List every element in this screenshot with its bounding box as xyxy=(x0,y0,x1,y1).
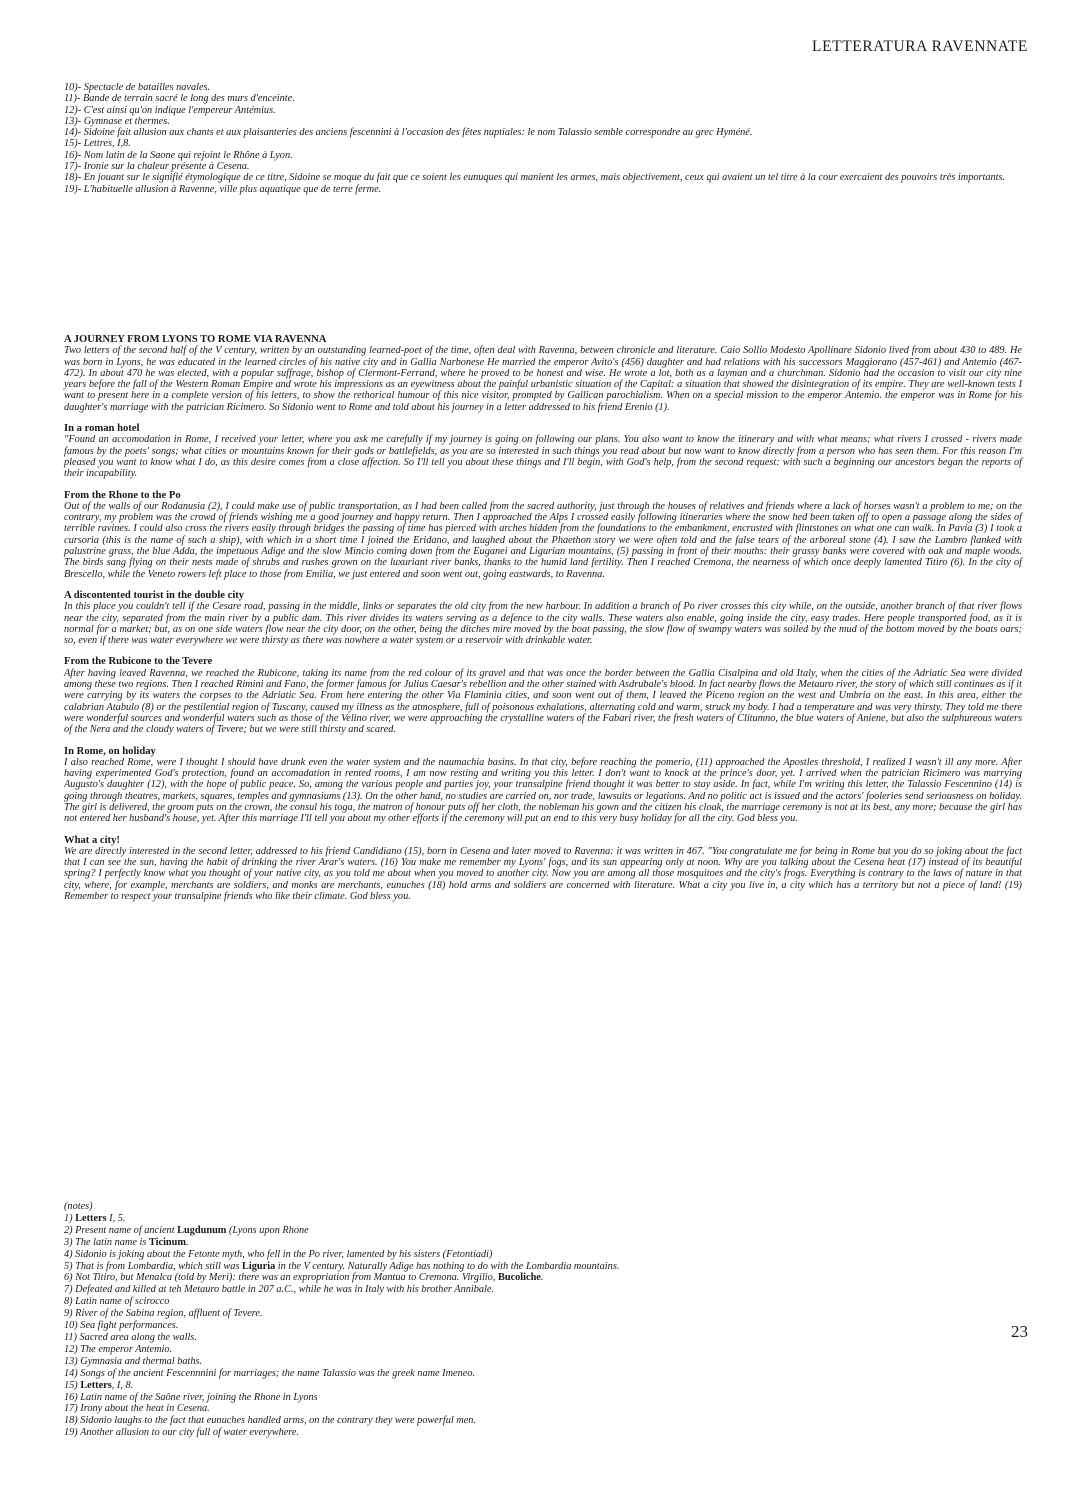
section-text: After having leaved Ravenna, we reached the Rubicone, taking its name from the red colour of its gravel and that was once the border between the Gallia Cisalpina and old Italy, when the cities of the Adriatic Sea were divided among these two regions. Then I reached Rimini and Fano, the former famous for Julius Caesar's rebellion and the other stained with Asdrubale's blood. In fact nearby flows the Metauro river, the story of which still continues as if it were carrying by its waters the corpses to the Adriatic Sea. From here entering the other Via Flaminia cities, and soon went out of them, I leaved the Piceno region on the west and Umbria on the east. In this area, either the calabrian Atabulo (8) or the pestilential region of Tuscany, caused my illness as the atmosphere, full of poisonous exhalations, alternating cold and warm, struck my body. I had a temperature and was very thirsty. They told me there were wonderful sources and wonderful waters such as those of the Velino river, we were approaching the crystalline waters of the Fabari river, the fresh waters of Clitumno, the blue waters of Aniene, but also the sulphureous waters of the Nera and the cloudy waters of Tevere; but we were still thirsty and scared. xyxy=(64,667,1022,736)
note-item: 16)- Nom latin de la Saone qui rejoint le Rhône à Lyon. xyxy=(64,149,293,161)
note-item: 5) That is from Lombardia, which still was Liguria in the V century. Naturally Adige has nothing to do with the Lombardia mountains. xyxy=(64,1260,620,1272)
note-item: 16) Latin name of the Saône river, joining the Rhone in Lyons xyxy=(64,1391,318,1403)
french-notes xyxy=(64,82,1022,195)
note-item: 13)- Gymnase et thermes. xyxy=(64,115,170,127)
note-item: 13) Gymnasia and thermal baths. xyxy=(64,1355,203,1367)
running-header: LETTERATURA RAVENNATE xyxy=(812,38,1028,55)
note-item: 11) Sacred area along the walls. xyxy=(64,1331,197,1343)
note-item: 4) Sidonio is joking about the Fetonte myth, who fell in the Po river, lamented by his sisters (Fetontiadi) xyxy=(64,1248,493,1260)
note-item: 11)- Bande de terrain sacré le long des murs d'enceinte. xyxy=(64,93,295,105)
section-text: Out of the walls of our Rodanusia (2), I could make use of public transportation, as I had been called from the sacred authority, just through the houses of relatives and friends where a lack of horses wasn't a problem to me; on the contrary, my problem was the crowd of friends wishing me a good journey and happy return. Then I approached the Alps I crossed easily following itineraries where the snow hed been taken off to open a passage along the sides of terrible ravines. I could also cross the rivers easily through bridges the passing of time has pierced with arches hidden from the foundations to the embankment, encrusted with flintstones on what one can walk. In Pavia (3) I took a cursoria (this is the name of such a ship), with which in a short time I joined the Eridano, and laughed about the Phaethon story we were often told and the false tears of the arboreal stone (4). I saw the Lambro flanked with palustrine grass, the blue Adda, the impetuous Adige and the slow Mincio coming down from the Euganei and Ligurian mountains, (5) passing in front of their mouths: their grassy banks were covered with oak and maple woods. The birds sang flying on their nests made of shrubs and rushes grown on the luxuriant river banks, thanks to the humid land fertility. Then I reached Cremona, the nearness of which once deeply lamented Titiro (6). In the city of Brescello, while the Veneto rowers left place to those from Emilia, we just entered and soon went out, going eastwards, to Ravenna. xyxy=(64,500,1022,580)
note-item: 15)- Lettres, I,8. xyxy=(64,138,131,150)
note-item: 6) Not Titiro, but Menalca (told by Meri): there was an expropriation from Mantua to Cremona. Virgilio, Bucoliche. xyxy=(64,1272,544,1284)
note-item: 14) Songs of the ancient Fescennnini for marriages; the name Talassio was the greek name Imeneo. xyxy=(64,1367,476,1379)
section-heading: In Rome, on holiday xyxy=(64,745,156,757)
note-item: 1) Letters I, 5. xyxy=(64,1212,126,1224)
note-item: 9) River of the Sabina region, affluent of Tevere. xyxy=(64,1308,263,1320)
article-title: A JOURNEY FROM LYONS TO ROME VIA RAVENNA xyxy=(64,334,327,345)
note-item: 17)- Ironie sur la chaleur présente à Cesena. xyxy=(64,161,250,173)
note-item: 8) Latin name of scirocco xyxy=(64,1296,170,1308)
section-text: We are directly interested in the second letter, addressed to his friend Candidiano (15), born in Cesena and later moved to Ravenna: it was written in 467. "You congratulate me for being in Rome but you do so joking about the fact that I can see the sun, having the habit of drinking the river Arar's waters. (16) You make me remember my Lyons' fogs, and its sun appearing only at noon. Why are you talking about the Cesena heat (17) instead of its beautiful spring? I perfectly know what you thought of your native city, as you told me about when you moved to another city. Now you are among all those mosquitoes and the city's frogs. Everything is contrary to the laws of nature in that city, where, for example, merchants are soldiers, and monks are merchants, eunuches (18) hold arms and soldiers are concerned with literature. What a city you live in, a city which has a territory but not a piece of land! (19) Remember to respect your transalpine friends who like their climate. God bless you. xyxy=(64,845,1022,903)
section-heading: From the Rubicone to the Tevere xyxy=(64,656,213,668)
note-item: 10) Sea fight performances. xyxy=(64,1320,179,1332)
section-heading: What a city! xyxy=(64,834,120,846)
note-item: 14)- Sidoine fait allusion aux chants et aux plaisanteries des anciens fescennini à l'occasion des fêtes nuptiales: le nom Talassio semble correspondre au grec Hyméné. xyxy=(64,127,753,139)
note-item: 10)- Spectacle de batailles navales. xyxy=(64,82,211,93)
section-text: In this place you couldn't tell if the Cesare road, passing in the middle, links or separates the old city from the new harbour. In addition a branch of Po river crosses this city while, on the outside, another branch of that river flows near the city, separated from the main river by a public dam. This river divides its waters serving as a defence to the city walls. These waters also enable, going inside the city, easy trades. Here people transported food, as it is normal for a market; but, as on one side waters flow near the city door, on the other, being the ditches mire moved by the boat passing, the slow flow of swampy waters was soiled by the mud of the bottom moved by the boats oars; so, even if there was water everywhere we were thirsty as there was nowhere a water system or a reservoir with drinkable water. xyxy=(64,601,1022,647)
page-number: 23 xyxy=(1011,1322,1028,1341)
note-item: 12) The emperor Antemio. xyxy=(64,1343,173,1355)
section-text: I also reached Rome, were I thought I should have drunk even the water system and the naumachia basins. In that city, before reaching the pomerio, (11) approached the Apostles threshold, I realized I wasn't ill any more. After having experimented God's protection, found an accomadation in rented rooms, I am now resting and writing you this letter. I don't want to knock at the prince's door, yet. I arrived when the patrician Ricimero was marrying Augusto's daughter (12), with the hope of public peace. So, among the various people and parties joy, your transalpine friend thought it was better to stay aside. In fact, while I'm writing this letter, the Talassio Fescennino (14) is going through theatres, markets, squares, temples and gymnasiums (13). On the other hand, no studies are carried on, nor trade, lawsuits or legations. And no politic act is issued and the actors' fooleries send seriousness on holiday. The girl is delivered, the groom puts on the crown, the consul his toga, the matron of honour puts off her cloth, the nobleman his gown and the citizen his cloak, the marriage ceremony is not at its best, any more; because the girl has not entered her husband's house, yet. After this marriage I'll tell you about my other efforts if the ceremony will put an end to this very busy holiday for all the city. God bless you. xyxy=(64,756,1022,825)
note-item: 15) Letters, I, 8. xyxy=(64,1379,134,1391)
article xyxy=(64,334,1022,902)
note-item: 18)- En jouant sur le signifié étymologique de ce titre, Sidoine se moque du fait que ce soient les eunuques qui manient les armes, mais objectivement, ceux qui avaient un tel titre à la cour exercaient des pouvoirs très importants. xyxy=(64,172,1006,184)
note-item: 17) Irony about the heat in Cesena. xyxy=(64,1403,210,1415)
notes-label: (notes) xyxy=(64,1201,93,1212)
section-text: "Found an accomodation in Rome, I received your letter, where you ask me carefully if my journey is going on following our plans. You also want to know the itinerary and with what means; what rivers I crossed - rivers made famous by the poets' songs; what cities or mountains known for their gods or battlefields, as you are so interested in such things you read about but now want to know directly from a person who has seen them. For this reason I'm pleased you want to know what I do, as this desire comes from a close affection. So I'll tell you about these things and I'll begin, with God's help, from the second request: with such a beginning our ancestors began the reports of their incapability. xyxy=(64,434,1022,480)
note-item: 3) The latin name is Ticinum. xyxy=(64,1236,189,1248)
section-heading: A discontented tourist in the double city xyxy=(64,589,245,601)
note-item: 2) Present name of ancient Lugdunum (Lyons upon Rhone xyxy=(64,1224,309,1236)
section-heading: In a roman hotel xyxy=(64,423,140,435)
section-heading: From the Rhone to the Po xyxy=(64,489,181,501)
note-item: 7) Defeated and killed at teh Metauro battle in 207 a.C., while he was in Italy with his brother Annibale. xyxy=(64,1284,495,1296)
note-item: 19)- L'habituelle allusion à Ravenne, ville plus aquatique que de terre ferme. xyxy=(64,183,382,195)
note-item: 19) Another allusion to our city full of water everywhere. xyxy=(64,1427,300,1439)
article-intro: Two letters of the second half of the V century, written by an outstanding learned-poet of the time, often deal with Ravenna, between chronicle and literature. Caio Sollio Modesto Apollinare Sidonio lived from about 430 to 489. He was born in Lyons, he was educated in the learned circles of his native city and in Gallia Narbonese He married the emperor Avito's (456) daughter and had relations with his successors Maggiorano (457-461) and Antemio (467-472). In about 470 he was elected, with a popular suffrage, bishop of Clermont-Ferrand, where he proved to be honest and wise. He wrote a lot, both as a layman and a churchman. Sidonio had the occasion to visit our city nine years before the fall of the Western Roman Empire and wrote his impressions as an eyewitness about the painful urbanistic situation of the Capital: a situation that showed the disintegration of its empire. They are well-known tests I want to present here in a complete version of his letters, to show the rethorical humour of this nice visitor, prompted by Gallican parochialism. When on a special mission to the emperor Antemio. the emperor was in Rome for his daughter's marriage with the patrician Ricimero. So Sidonio went to Rome and told about his journey in a letter addressed to his friend Erenio (1). xyxy=(64,345,1022,413)
note-item: 12)- C'est ainsi qu'on indique l'empereur Antémius. xyxy=(64,104,276,116)
english-notes xyxy=(64,1201,964,1439)
note-item: 18) Sidonio laughs to the fact that eunuches handled arms, on the contrary they were powerful men. xyxy=(64,1415,477,1427)
